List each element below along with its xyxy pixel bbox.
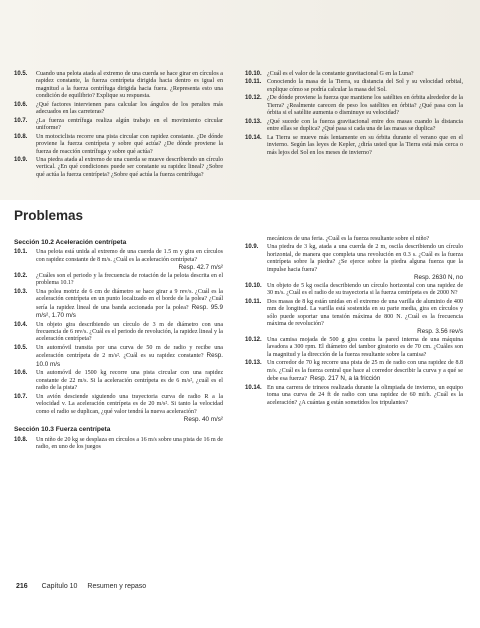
question-text — [36, 370, 223, 392]
question-number: 10.13. — [245, 118, 262, 125]
question-item — [14, 118, 223, 133]
section-heading: Sección 10.3 Fuerza centrípeta — [14, 426, 111, 434]
question-number: 10.14. — [245, 134, 262, 141]
review-questions-left-column — [14, 71, 223, 180]
question-number: 10.10. — [245, 282, 262, 289]
question-text — [267, 337, 463, 359]
question-body: ¿Cuáles son el periodo y la frecuencia de rotación de la pelota descrita en el problema 10.1? — [36, 272, 223, 287]
question-text — [267, 135, 463, 157]
question-item — [14, 322, 223, 344]
question-body: Un automóvil transita por una curva de 50 m de radio y recibe una aceleración centrípeta de 2 m/s². ¿Cuál es su rapidez constante? — [36, 344, 223, 360]
question-body: La Tierra se mueve más lentamente en su órbita durante el verano que en el invierno. Según las leyes de Kepler, ¿diría usted que la Tierra está más cerca o más lejos del Sol en los meses de invierno? — [267, 134, 463, 156]
question-text — [36, 322, 223, 344]
question-number: 10.11. — [245, 79, 262, 86]
page-footer — [16, 583, 146, 590]
question-number: 10.12. — [245, 95, 262, 102]
question-text — [36, 289, 223, 321]
question-item — [14, 289, 223, 321]
question-body: En una carrera de trineos realizada durante la olimpiada de invierno, un equipo toma una curva de 24 ft de radio con una rapidez de 60 mi/h. ¿Cuál es la aceleración? ¿A cuántas g están sometidos los tripulantes? — [267, 384, 463, 406]
answer-text: Resp. 42.7 m/s² — [178, 264, 223, 272]
question-body: ¿Qué factores intervienen para calcular los ángulos de los peraltes más adecuados en las carreteras? — [36, 101, 223, 116]
question-text — [267, 385, 463, 407]
question-text — [36, 273, 223, 288]
question-number: 10.7. — [14, 393, 28, 400]
question-body: ¿Cuál es el valor de la constante gravitacional G en la Luna? — [267, 71, 414, 77]
question-text — [36, 157, 223, 179]
question-item — [245, 299, 463, 336]
question-item — [245, 360, 463, 383]
question-body: Una polea motriz de 6 cm de diámetro se hace girar a 9 rev/s. ¿Cuál es la aceleración centrípeta en un punto localizado en el borde de la polea? ¿Cuál sería la rapidez lineal de una banda accionada por la polea? — [36, 288, 223, 311]
question-text — [267, 299, 463, 336]
problems-right-column — [245, 236, 463, 408]
question-text — [267, 360, 463, 383]
question-item — [245, 71, 463, 78]
question-item — [14, 249, 223, 271]
question-number: 10.11. — [245, 298, 262, 305]
question-item — [14, 345, 223, 369]
question-item — [14, 370, 223, 392]
question-body: Una piedra atada al extremo de una cuerda se mueve describiendo un círculo vertical. ¿En qué condiciones puede ser constante su rapidez lineal? ¿Sobre qué actúa la fuerza centrípeta? ¿Sobre qué actúa la fuerza centrífuga? — [36, 156, 223, 178]
question-body: Una pelota está unida al extremo de una cuerda de 1.5 m y gira en círculos con rapidez constante de 8 m/s. ¿Cuál es la aceleración centrípeta? — [36, 249, 223, 263]
answer-text: Resp. 217 N, a la fricción — [309, 375, 381, 383]
question-text — [267, 283, 463, 298]
question-text — [36, 394, 223, 424]
question-text — [267, 71, 463, 78]
question-item — [245, 135, 463, 157]
answer-text: Resp. 40 m/s² — [183, 415, 223, 423]
question-item — [245, 79, 463, 94]
question-item — [14, 273, 223, 288]
question-item — [245, 337, 463, 359]
question-body: Un objeto gira describiendo un círculo de 3 m de diámetro con una frecuencia de 6 rev/s. ¿Cuál es el periodo de revolución, la rapidez lineal y la aceleración centrípeta? — [36, 321, 223, 343]
footer-chapter: Capítulo 10 — [41, 583, 78, 590]
answer-text: Resp. 10.0 m/s — [36, 352, 223, 368]
question-body: Un automóvil de 1500 kg recorre una pista circular con una rapidez constante de 22 m/s. Si la aceleración centrípeta es de 6 m/s², ¿cuál es el radio de la pista? — [36, 370, 223, 392]
question-number: 10.5. — [14, 71, 28, 77]
question-item — [245, 95, 463, 117]
question-body: ¿Qué sucede con la fuerza gravitacional entre dos masas cuando la distancia entre ellas se duplica? ¿Qué pasa si cada una de las masas se duplica? — [267, 118, 463, 133]
question-item — [245, 119, 463, 134]
problems-left-column — [14, 236, 223, 453]
question-number: 10.14. — [245, 384, 262, 391]
question-text — [267, 95, 463, 117]
question-body: mecánicos de una feria. ¿Cuál es la fuerza resultante sobre el niño? — [267, 236, 430, 242]
question-number: 10.4. — [14, 321, 28, 328]
footer-title: Resumen y repaso — [87, 583, 147, 590]
answer-text: Resp. 2630 N, no — [413, 274, 463, 282]
question-item — [14, 102, 223, 117]
question-text — [267, 236, 463, 243]
question-text — [36, 249, 223, 271]
question-number: 10.10. — [245, 71, 262, 77]
question-number: 10.7. — [14, 117, 28, 124]
question-body: Una piedra de 3 kg, atada a una cuerda de 2 m, oscila describiendo un círculo horizontal, de manera que completa una revolución en 0.3 s. ¿Cuál es la fuerza centrípeta sobre la piedra? ¿Se ejerce sobre la piedra alguna fuerza que la impulse hacia fuera? — [267, 244, 463, 273]
question-number: 10.8. — [14, 133, 28, 140]
question-number: 10.5. — [14, 344, 28, 351]
question-item — [245, 236, 463, 243]
question-text — [36, 102, 223, 117]
question-text — [36, 118, 223, 133]
page-number: 216 — [16, 583, 28, 590]
question-text — [267, 244, 463, 281]
question-body: Un motociclista recorre una pista circular con rapidez constante. ¿De dónde proviene la fuerza centrípeta y sobre qué actúa? ¿De dónde proviene la fuerza de reacción centrífuga y sobre qué actúa? — [36, 133, 223, 155]
question-item — [245, 385, 463, 407]
question-number: 10.2. — [14, 272, 28, 279]
question-item — [14, 157, 223, 179]
review-questions-right-column — [245, 71, 463, 158]
question-text — [36, 71, 223, 101]
question-text — [267, 79, 463, 94]
question-body: Un niño de 20 kg se desplaza en círculos a 16 m/s sobre una pista de 16 m de radio, en uno de los juegos — [36, 436, 223, 451]
question-body: Un objeto de 5 kg oscila describiendo un círculo horizontal con una rapidez de 30 m/s. ¿Cuál es el radio de su trayectoria si la fuerza centrípeta es de 2000 N? — [267, 282, 463, 297]
question-body: ¿De dónde proviene la fuerza que mantiene los satélites en órbita alrededor de la Tierra? ¿Realmente carecen de peso los satélites en órbita? ¿Qué pasa con la órbita si el satélite aumenta o disminuye su velocidad? — [267, 95, 463, 117]
question-number: 10.13. — [245, 360, 262, 367]
question-number: 10.6. — [14, 370, 28, 377]
question-body: Una camisa mojada de 500 g gira contra la pared interna de una máquina lavadora a 300 rpm. El diámetro del tambor giratorio es de 70 cm. ¿Cuáles son la magnitud y la dirección de la fuerza resultante sobre la camisa? — [267, 336, 463, 358]
question-number: 10.12. — [245, 336, 262, 343]
question-number: 10.3. — [14, 288, 28, 295]
question-body: Un corredor de 70 kg recorre una pista de 25 m de radio con una rapidez de 8.8 m/s. ¿Cuál es la fuerza central que hace al corredor describir la curva y a qué se debe esa fuerza? — [267, 360, 463, 383]
problems-heading: Problemas — [14, 208, 84, 223]
question-text — [36, 437, 223, 452]
question-number: 10.1. — [14, 249, 28, 256]
question-item — [14, 71, 223, 101]
question-item — [245, 283, 463, 298]
question-body: Conociendo la masa de la Tierra, su distancia del Sol y su velocidad orbital, explique cómo se podría calcular la masa del Sol. — [267, 79, 463, 93]
question-body: Dos masas de 8 kg están unidas en el extremo de una varilla de aluminio de 400 mm de longitud. La varilla está sostenida en su parte media, gira en círculos y sólo puede soportar una tensión máxima de 800 N. ¿Cuál es la frecuencia máxima de revolución? — [267, 298, 463, 327]
question-item — [245, 244, 463, 281]
question-body: Cuando una pelota atada al extremo de una cuerda se hace girar en círculos a rapidez constante, la fuerza centrípeta dirigida hacia dentro es igual en magnitud a la fuerza centrífuga dirigida hacia fuera. ¿Representa esto una condición de equilibrio? Explique su respuesta. — [36, 71, 223, 100]
question-number: 10.6. — [14, 101, 28, 108]
question-item — [14, 437, 223, 452]
section-heading: Sección 10.2 Aceleración centrípeta — [14, 239, 127, 246]
question-text — [36, 345, 223, 369]
question-number: 10.9. — [245, 244, 259, 251]
question-body: Un avión desciende siguiendo una trayectoria curva de radio R a la velocidad v. La aceleración centrípeta es de 20 m/s². Si tanto la velocidad como el radio se duplican, ¿qué valor tendrá la nueva aceleración? — [36, 393, 223, 415]
question-number: 10.9. — [14, 156, 28, 163]
question-item — [14, 134, 223, 156]
question-body: ¿La fuerza centrífuga realiza algún trabajo en el movimiento circular uniforme? — [36, 117, 223, 132]
answer-text: Resp. 3.56 rev/s — [417, 328, 463, 336]
question-number — [245, 236, 267, 243]
question-text — [36, 134, 223, 156]
answer-text: Resp. 95.9 m/s², 1.70 m/s — [36, 303, 223, 320]
question-text — [267, 119, 463, 134]
question-number: 10.8. — [14, 436, 28, 443]
question-item — [14, 394, 223, 424]
